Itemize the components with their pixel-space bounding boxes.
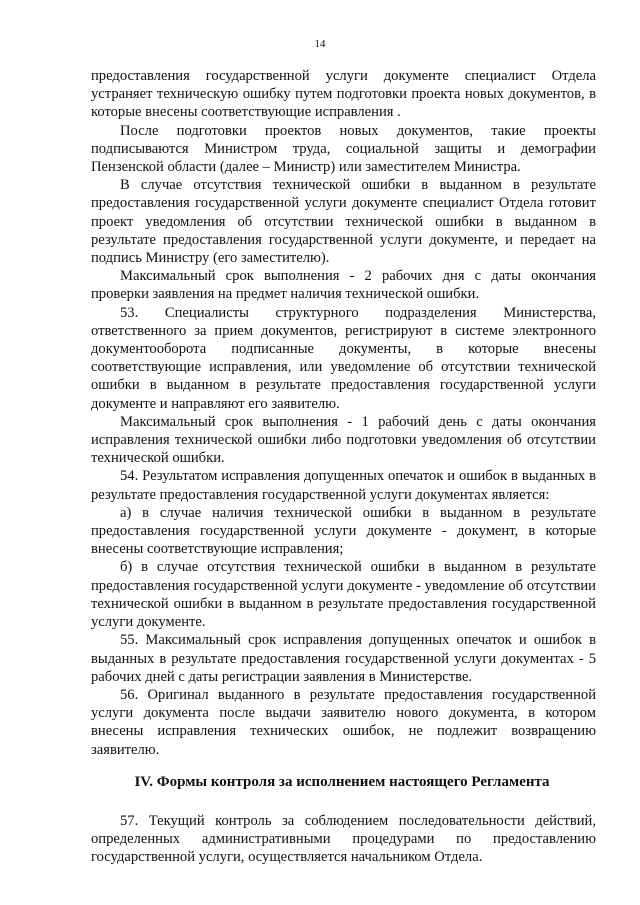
paragraph-57: 57. Текущий контроль за соблюдением последовательности действий, определенных административными процедурами по предоставлению государственной услуги, осуществляется начальником Отдела.: [91, 813, 596, 866]
paragraph: В случае отсутствия технической ошибки в выданном в результате предоставления государственной услуги документе специалист Отдела готовит проект уведомления об отсутствии технической ошибки в выданном в результате предоставления государственной услуги документе, и передает на подпись Министру (его заместителю).: [91, 177, 596, 267]
paragraph: После подготовки проектов новых документов, такие проекты подписываются Министром труда, социальной защиты и демографии Пензенской области (далее – Министр) или заместителем Министра.: [91, 122, 596, 176]
paragraph-54a: а) в случае наличия технической ошибки в выданном в результате предоставления государственной услуги документе - документ, в которые внесены соответствующие исправления;: [91, 504, 596, 558]
page-number: 14: [314, 38, 326, 50]
document-body: [91, 67, 596, 759]
paragraph-55: 55. Максимальный срок исправления допущенных опечаток и ошибок в выданных в результате предоставления государственной услуги документах - 5 рабочих дней с даты регистрации заявления в Министерстве.: [91, 632, 596, 685]
paragraph-53: 53. Специалисты структурного подразделения Министерства, ответственного за прием документов, регистрируют в системе электронного документооборота подписанные документы, в которые внесены соответствующие исправления, или уведомление об отсутствии технической ошибки в выданном в результате предоставления государственной услуги документе и направляют его заявителю.: [91, 304, 596, 412]
paragraph: Максимальный срок выполнения - 1 рабочий день с даты окончания исправления технической ошибки либо подготовки уведомления об отсутствии технической ошибки.: [91, 413, 596, 467]
paragraph-continuation: предоставления государственной услуги документе специалист Отдела устраняет техническую ошибку путем подготовки проекта новых документов, в которые внесены соответствующие исправления .: [91, 68, 596, 121]
paragraph-54: 54. Результатом исправления допущенных опечаток и ошибок в выданных в результате предоставления государственной услуги документах является:: [91, 468, 596, 503]
paragraph: Максимальный срок выполнения - 2 рабочих дня с даты окончания проверки заявления на предмет наличия технической ошибки.: [91, 268, 596, 303]
paragraph-56: 56. Оригинал выданного в результате предоставления государственной услуги документа после выдачи заявителю нового документа, в котором внесены исправления технических ошибок, не подлежит возвращению заявителю.: [91, 686, 596, 758]
section-heading: IV. Формы контроля за исполнением настоящего Регламента: [134, 774, 550, 790]
document-body-section-4: [91, 812, 596, 867]
paragraph-54b: б) в случае отсутствия технической ошибки в выданном в результате предоставления государственной услуги документе - уведомление об отсутствии технической ошибки в выданном в результате предоставления государственной услуги документе.: [91, 559, 596, 631]
